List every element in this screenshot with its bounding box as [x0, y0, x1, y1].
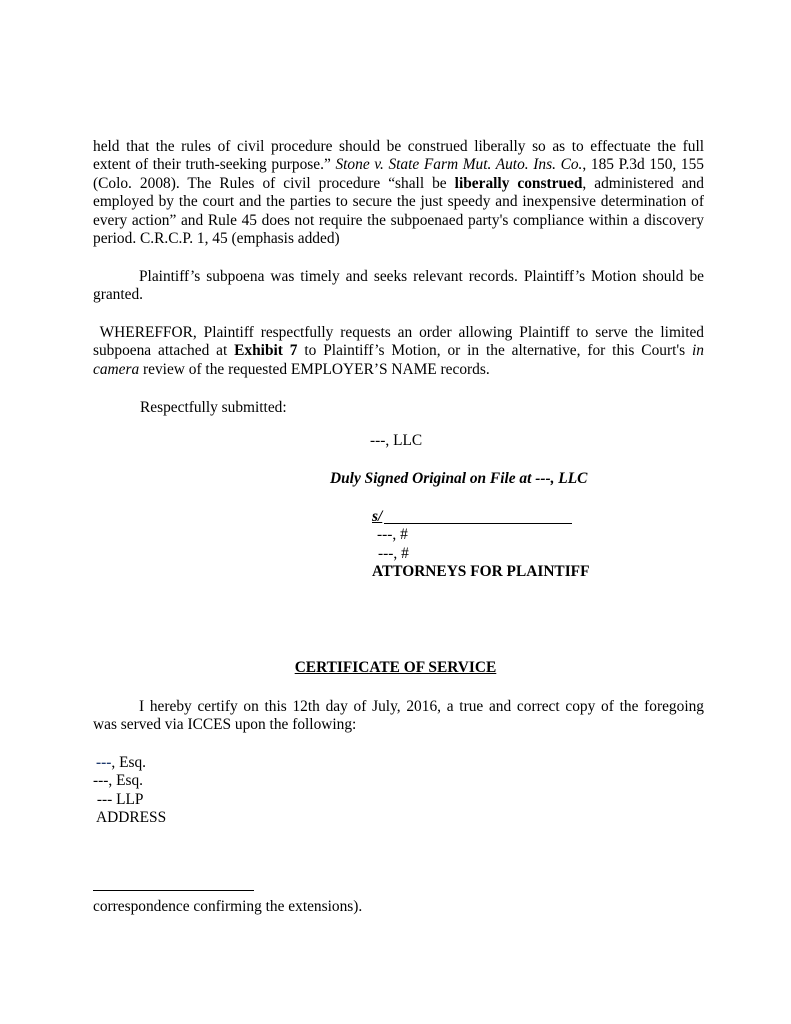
attorney-2: ---, # — [378, 545, 409, 562]
para3-line2: subpoena attached at Exhibit 7 to Plaintiff’s Motion, or in the alternative, for this Court's in — [93, 342, 704, 359]
certificate-line2: was served via ICCES upon the following: — [93, 716, 357, 733]
law-firm-name: ---, LLC — [370, 432, 423, 449]
para3-line3: camera review of the requested EMPLOYER’S NAME records. — [93, 361, 490, 378]
para2-line2: granted. — [93, 286, 143, 303]
para3-line1: WHEREFFOR, Plaintiff respectfully requests an order allowing Plaintiff to serve the limited — [93, 324, 704, 341]
service-recipient-1: ---, Esq. — [96, 754, 147, 771]
para1-line3: (Colo. 2008). The Rules of civil procedure “shall be liberally construed, administered and — [93, 175, 704, 192]
signature-line — [384, 523, 572, 524]
para1-line5: every action” and Rule 45 does not require the subpoenaed party's compliance within a discovery — [93, 212, 704, 229]
service-recipient-2: ---, Esq. — [93, 772, 144, 789]
electronic-signature-mark: s/ — [372, 508, 383, 525]
para1-line1: held that the rules of civil procedure should be construed liberally so as to effectuate the full — [93, 138, 704, 155]
attorney-1: ---, # — [377, 526, 408, 543]
service-firm: --- LLP — [93, 791, 144, 808]
footnote-text: correspondence confirming the extensions). — [93, 898, 363, 915]
certificate-line1: I hereby certify on this 12th day of July, 2016, a true and correct copy of the foregoing — [139, 698, 704, 715]
para1-line2: extent of their truth-seeking purpose.” Stone v. State Farm Mut. Auto. Ins. Co., 185 P.3d 150, 155 — [93, 156, 704, 173]
respectfully-submitted: Respectfully submitted: — [140, 399, 287, 416]
bold-emphasis: liberally construed — [454, 175, 583, 192]
para2-line1: Plaintiff’s subpoena was timely and seeks relevant records. Plaintiff’s Motion should be — [139, 268, 704, 285]
para1-line6: period. C.R.C.P. 1, 45 (emphasis added) — [93, 230, 340, 247]
service-address: ADDRESS — [93, 809, 167, 826]
certificate-heading: CERTIFICATE OF SERVICE — [294, 659, 497, 676]
case-citation: Stone v. State Farm Mut. Auto. Ins. Co. — [335, 156, 583, 173]
footnote-separator — [93, 890, 254, 891]
para1-line4: employed by the court and the parties to secure the just speedy and inexpensive determination of — [93, 193, 704, 210]
attorneys-for-plaintiff: ATTORNEYS FOR PLAINTIFF — [372, 563, 590, 580]
exhibit-reference: Exhibit 7 — [234, 342, 298, 359]
duly-signed-note: Duly Signed Original on File at ---, LLC — [330, 470, 588, 487]
